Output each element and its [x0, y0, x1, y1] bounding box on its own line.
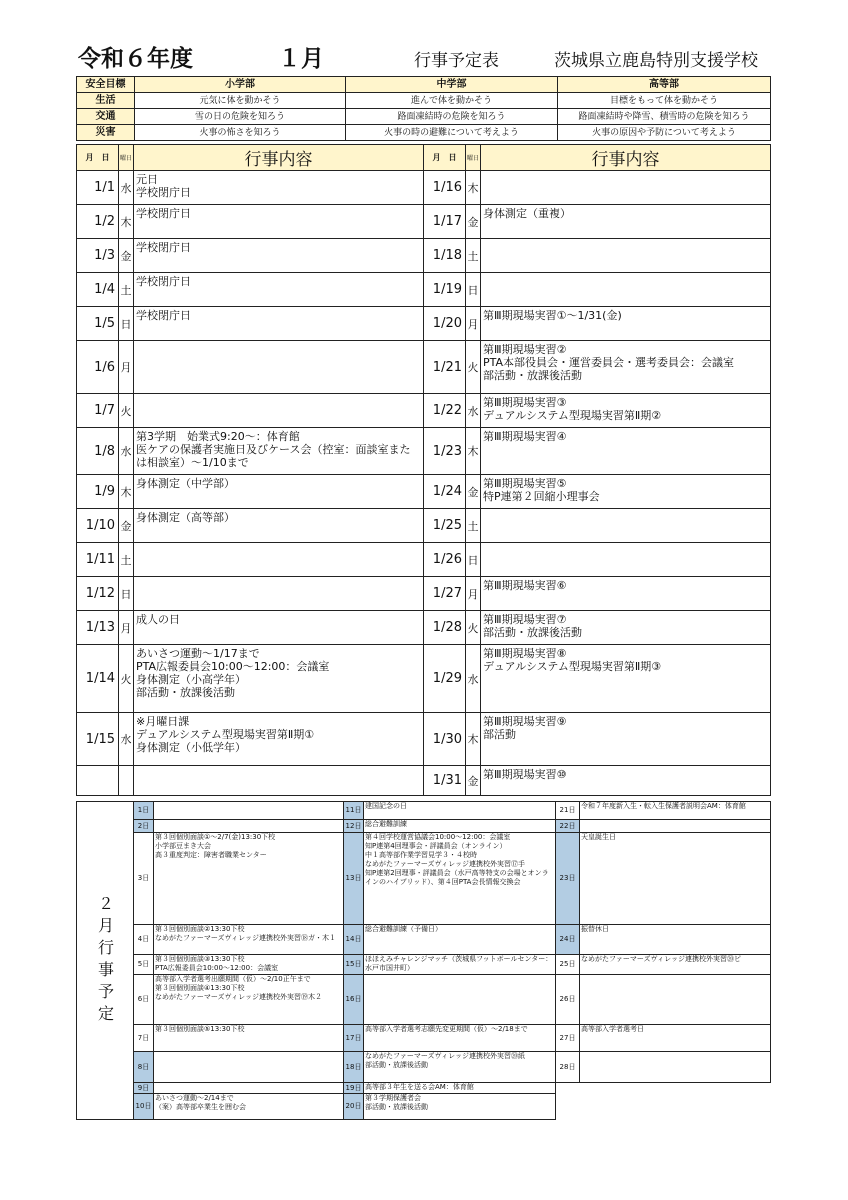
fiscal-year: 令和６年度 [78, 46, 193, 72]
events-cell: 学校閉庁日 [134, 273, 424, 307]
weekday-cell: 土 [119, 543, 134, 577]
schedule-row [77, 475, 771, 509]
events-cell: 身体測定（高等部） [134, 509, 424, 543]
goals-row-traffic [77, 109, 771, 125]
events-cell: 第Ⅲ期現場実習⑤ 特P連第２回縮小理事会 [481, 475, 771, 509]
events-cell [134, 543, 424, 577]
division-elementary: 小学部 [135, 77, 346, 93]
weekday-cell: 金 [119, 509, 134, 543]
goal-cell: 路面凍結時や降雪、積雪時の危険を知ろう [558, 109, 771, 125]
events-cell: 身体測定（重複） [481, 205, 771, 239]
date-cell: 1/14 [77, 645, 119, 713]
schedule-header-row [77, 145, 771, 171]
date-cell: 1/19 [424, 273, 466, 307]
february-row [77, 1025, 771, 1052]
weekday-cell: 月 [466, 577, 481, 611]
weekday-cell: 日 [466, 543, 481, 577]
schedule-row [77, 205, 771, 239]
date-cell: 1/22 [424, 394, 466, 428]
date-cell: 1/23 [424, 428, 466, 475]
date-cell: 1/25 [424, 509, 466, 543]
feb-events-cell: なめがたファーマーズヴィレッジ連携校外実習⑳ピ [580, 955, 771, 975]
events-cell: 学校閉庁日 [134, 307, 424, 341]
feb-events-cell: 第３回個別面談①～2/7(金)13:30下校 小学部豆まき大会 高３重度判定：障害者職業センター [154, 833, 344, 925]
feb-date-cell: 1日 [134, 802, 154, 820]
events-cell: 第Ⅲ期現場実習⑩ [481, 766, 771, 796]
weekday-cell: 日 [119, 577, 134, 611]
february-body [77, 802, 771, 1120]
goals-header-row [77, 77, 771, 93]
feb-events-cell: 高等部入学者選考日 [580, 1025, 771, 1052]
february-row [77, 955, 771, 975]
events-cell [481, 239, 771, 273]
feb-date-cell: 26日 [556, 975, 580, 1025]
page-header [78, 40, 770, 74]
schedule-row [77, 341, 771, 394]
feb-date-cell: 22日 [556, 820, 580, 833]
weekday-cell: 金 [466, 475, 481, 509]
events-cell: あいさつ運動～1/17まで PTA広報委員会10:00～12:00：会議室 身体測定（小高学年） 部活動・放課後活動 [134, 645, 424, 713]
events-cell: 学校閉庁日 [134, 205, 424, 239]
february-schedule-table [76, 801, 771, 1120]
weekday-cell: 木 [466, 713, 481, 766]
date-cell: 1/16 [424, 171, 466, 205]
feb-events-cell [580, 820, 771, 833]
february-row [77, 833, 771, 925]
feb-events-cell: 第３回個別面談③13:30下校 PTA広報委員会10:00～12:00：会議室 [154, 955, 344, 975]
date-cell: 1/31 [424, 766, 466, 796]
feb-date-cell: 23日 [556, 833, 580, 925]
schedule-row [77, 428, 771, 475]
events-cell [481, 543, 771, 577]
date-cell: 1/11 [77, 543, 119, 577]
date-cell: 1/29 [424, 645, 466, 713]
feb-date-cell: 11日 [344, 802, 364, 820]
weekday-cell: 木 [466, 171, 481, 205]
events-cell: 成人の日 [134, 611, 424, 645]
feb-events-cell: 高等部３年生を送る会AM：体育館 [364, 1083, 556, 1094]
february-row [77, 975, 771, 1025]
weekday-cell: 金 [466, 205, 481, 239]
goal-cell: 元気に体を動かそう [135, 93, 346, 109]
goal-cell: 火事の原因や予防について考えよう [558, 125, 771, 141]
feb-date-cell: 21日 [556, 802, 580, 820]
schedule-row [77, 543, 771, 577]
february-label: ２月行事予定 [95, 894, 115, 1027]
weekday-cell: 水 [466, 394, 481, 428]
feb-events-cell: 天皇誕生日 [580, 833, 771, 925]
feb-events-cell: なめがたファーマーズヴィレッジ連携校外実習⑳紙 部活動・放課後活動 [364, 1052, 556, 1083]
weekday-cell: 月 [119, 611, 134, 645]
january-schedule-table [76, 144, 771, 796]
events-cell [134, 341, 424, 394]
feb-events-cell: ほほえみチャレンジマッチ（茨城県フットボールセンター：水戸市国井町） [364, 955, 556, 975]
col-events-header: 行事内容 [481, 145, 771, 171]
feb-date-cell: 17日 [344, 1025, 364, 1052]
division-high: 高等部 [558, 77, 771, 93]
february-label-cell [77, 802, 134, 1120]
date-cell: 1/8 [77, 428, 119, 475]
events-cell [134, 766, 424, 796]
feb-date-cell: 19日 [344, 1083, 364, 1094]
events-cell [481, 171, 771, 205]
date-cell: 1/26 [424, 543, 466, 577]
goal-category: 災害 [77, 125, 135, 141]
date-cell: 1/1 [77, 171, 119, 205]
goal-cell: 目標をもって体を動かそう [558, 93, 771, 109]
col-date-header: 月 日 [424, 145, 466, 171]
goal-cell: 火事の時の避難について考えよう [346, 125, 558, 141]
date-cell: 1/20 [424, 307, 466, 341]
events-cell: 第Ⅲ期現場実習⑨ 部活動 [481, 713, 771, 766]
events-cell: 第Ⅲ期現場実習④ [481, 428, 771, 475]
school-name: 茨城県立鹿島特別支援学校 [554, 51, 758, 71]
weekday-cell: 木 [119, 475, 134, 509]
feb-date-cell: 7日 [134, 1025, 154, 1052]
goal-category: 交通 [77, 109, 135, 125]
feb-date-cell: 18日 [344, 1052, 364, 1083]
date-cell: 1/2 [77, 205, 119, 239]
weekday-cell: 水 [466, 645, 481, 713]
feb-date-cell: 24日 [556, 925, 580, 955]
date-cell: 1/3 [77, 239, 119, 273]
weekday-cell: 日 [466, 273, 481, 307]
feb-events-cell [154, 820, 344, 833]
events-cell: 身体測定（中学部） [134, 475, 424, 509]
events-cell [134, 394, 424, 428]
events-cell [481, 509, 771, 543]
weekday-cell: 水 [119, 713, 134, 766]
empty-cell [556, 1083, 771, 1120]
events-cell: 元日 学校閉庁日 [134, 171, 424, 205]
feb-events-cell [154, 802, 344, 820]
feb-date-cell: 13日 [344, 833, 364, 925]
weekday-cell: 土 [466, 509, 481, 543]
goal-cell: 火事の怖さを知ろう [135, 125, 346, 141]
feb-date-cell: 16日 [344, 975, 364, 1025]
events-cell: 第Ⅲ期現場実習③ デュアルシステム型現場実習第Ⅱ期② [481, 394, 771, 428]
weekday-cell: 木 [119, 205, 134, 239]
goals-row-life [77, 93, 771, 109]
weekday-cell: 月 [119, 341, 134, 394]
weekday-cell: 土 [119, 273, 134, 307]
date-cell: 1/4 [77, 273, 119, 307]
events-cell: 第Ⅲ期現場実習⑦ 部活動・放課後活動 [481, 611, 771, 645]
date-cell: 1/5 [77, 307, 119, 341]
february-row [77, 820, 771, 833]
division-junior-high: 中学部 [346, 77, 558, 93]
events-cell: 学校閉庁日 [134, 239, 424, 273]
february-row [77, 1052, 771, 1083]
weekday-cell: 日 [119, 307, 134, 341]
date-cell: 1/10 [77, 509, 119, 543]
weekday-cell: 火 [466, 341, 481, 394]
weekday-cell: 金 [119, 239, 134, 273]
schedule-row [77, 171, 771, 205]
goal-cell: 進んで体を動かそう [346, 93, 558, 109]
feb-events-cell [580, 975, 771, 1025]
weekday-cell: 火 [466, 611, 481, 645]
events-cell: 第Ⅲ期現場実習② PTA本部役員会・運営委員会・選考委員会：会議室 部活動・放課後活動 [481, 341, 771, 394]
feb-events-cell: 総合避難訓練 [364, 820, 556, 833]
feb-date-cell: 27日 [556, 1025, 580, 1052]
date-cell: 1/6 [77, 341, 119, 394]
feb-events-cell [580, 1052, 771, 1083]
feb-events-cell [154, 1083, 344, 1094]
feb-events-cell: 高等部入学者選考志願先変更期間（仮）～2/18まで [364, 1025, 556, 1052]
feb-events-cell: 第４回学校運営協議会10:00～12:00：会議室 知P連第4回理事会・評議員会（オンライン） 中１高等部作業学習見学３・４校時 なめがたファーマーズヴィレッジ連携校外実習⑰手 知P連第2回理事・評議員会（水戸高等特支の会場とオンラインのハイブリッド）、第４回PTA会長情報交換会 [364, 833, 556, 925]
date-cell: 1/28 [424, 611, 466, 645]
feb-events-cell: 建国記念の日 [364, 802, 556, 820]
date-cell [77, 766, 119, 796]
schedule-row [77, 577, 771, 611]
weekday-cell: 金 [466, 766, 481, 796]
date-cell: 1/24 [424, 475, 466, 509]
goals-label: 安全目標 [77, 77, 135, 93]
weekday-cell: 木 [466, 428, 481, 475]
events-cell: 第Ⅲ期現場実習⑧ デュアルシステム型現場実習第Ⅱ期③ [481, 645, 771, 713]
col-day-header: 曜日 [119, 145, 134, 171]
feb-date-cell: 3日 [134, 833, 154, 925]
weekday-cell: 火 [119, 645, 134, 713]
date-cell: 1/18 [424, 239, 466, 273]
date-cell: 1/13 [77, 611, 119, 645]
safety-goals-table [76, 76, 771, 141]
weekday-cell: 火 [119, 394, 134, 428]
february-row [77, 925, 771, 955]
weekday-cell: 土 [466, 239, 481, 273]
february-row [77, 1083, 771, 1094]
feb-events-cell [364, 975, 556, 1025]
date-cell: 1/30 [424, 713, 466, 766]
date-cell: 1/12 [77, 577, 119, 611]
goal-cell: 雪の日の危険を知ろう [135, 109, 346, 125]
document-type: 行事予定表 [414, 51, 499, 71]
events-cell: ※月曜日課 デュアルシステム型現場実習第Ⅱ期① 身体測定（小低学年） [134, 713, 424, 766]
february-row [77, 802, 771, 820]
goal-category: 生活 [77, 93, 135, 109]
events-cell: 第3学期 始業式9:20～：体育館 医ケアの保護者実施日及びケース会（控室：面談室または相談室）～1/10まで [134, 428, 424, 475]
feb-date-cell: 12日 [344, 820, 364, 833]
events-cell [134, 577, 424, 611]
feb-events-cell: 振替休日 [580, 925, 771, 955]
schedule-row [77, 394, 771, 428]
goal-cell: 路面凍結時の危険を知ろう [346, 109, 558, 125]
feb-date-cell: 15日 [344, 955, 364, 975]
weekday-cell: 水 [119, 428, 134, 475]
feb-events-cell: 令和７年度新入生・転入生保護者説明会AM：体育館 [580, 802, 771, 820]
col-day-header: 曜日 [466, 145, 481, 171]
weekday-cell: 水 [119, 171, 134, 205]
col-events-header: 行事内容 [134, 145, 424, 171]
date-cell: 1/27 [424, 577, 466, 611]
feb-events-cell: 第３学期保護者会 部活動・放課後活動 [364, 1094, 556, 1120]
schedule-body [77, 171, 771, 796]
schedule-row [77, 509, 771, 543]
schedule-row [77, 713, 771, 766]
feb-date-cell: 8日 [134, 1052, 154, 1083]
feb-date-cell: 6日 [134, 975, 154, 1025]
weekday-cell [119, 766, 134, 796]
date-cell: 1/9 [77, 475, 119, 509]
feb-events-cell: あいさつ運動～2/14まで （案）高等部卒業生を囲む会 [154, 1094, 344, 1120]
feb-events-cell: 第３回個別面談②13:30下校 なめがたファーマーズヴィレッジ連携校外実習⑱ガ・木１ [154, 925, 344, 955]
weekday-cell: 月 [466, 307, 481, 341]
month-title: １月 [278, 46, 324, 72]
goals-row-disaster [77, 125, 771, 141]
schedule-row [77, 239, 771, 273]
events-cell: 第Ⅲ期現場実習⑥ [481, 577, 771, 611]
feb-date-cell: 10日 [134, 1094, 154, 1120]
feb-events-cell [154, 1052, 344, 1083]
events-cell [481, 273, 771, 307]
feb-date-cell: 20日 [344, 1094, 364, 1120]
date-cell: 1/15 [77, 713, 119, 766]
events-cell: 第Ⅲ期現場実習①～1/31(金) [481, 307, 771, 341]
date-cell: 1/17 [424, 205, 466, 239]
feb-date-cell: 28日 [556, 1052, 580, 1083]
feb-date-cell: 14日 [344, 925, 364, 955]
feb-events-cell: 第３回個別面談⑤13:30下校 [154, 1025, 344, 1052]
feb-date-cell: 9日 [134, 1083, 154, 1094]
date-cell: 1/21 [424, 341, 466, 394]
schedule-row [77, 645, 771, 713]
feb-date-cell: 25日 [556, 955, 580, 975]
feb-events-cell: 総合避難訓練（予備日） [364, 925, 556, 955]
col-date-header: 月 日 [77, 145, 119, 171]
feb-date-cell: 5日 [134, 955, 154, 975]
feb-date-cell: 4日 [134, 925, 154, 955]
date-cell: 1/7 [77, 394, 119, 428]
feb-events-cell: 高等部入学者選考出願期間（仮）～2/10正午まで 第３回個別面談④13:30下校 なめがたファーマーズヴィレッジ連携校外実習⑲木２ [154, 975, 344, 1025]
schedule-row [77, 766, 771, 796]
schedule-row [77, 611, 771, 645]
schedule-row [77, 307, 771, 341]
feb-date-cell: 2日 [134, 820, 154, 833]
schedule-row [77, 273, 771, 307]
